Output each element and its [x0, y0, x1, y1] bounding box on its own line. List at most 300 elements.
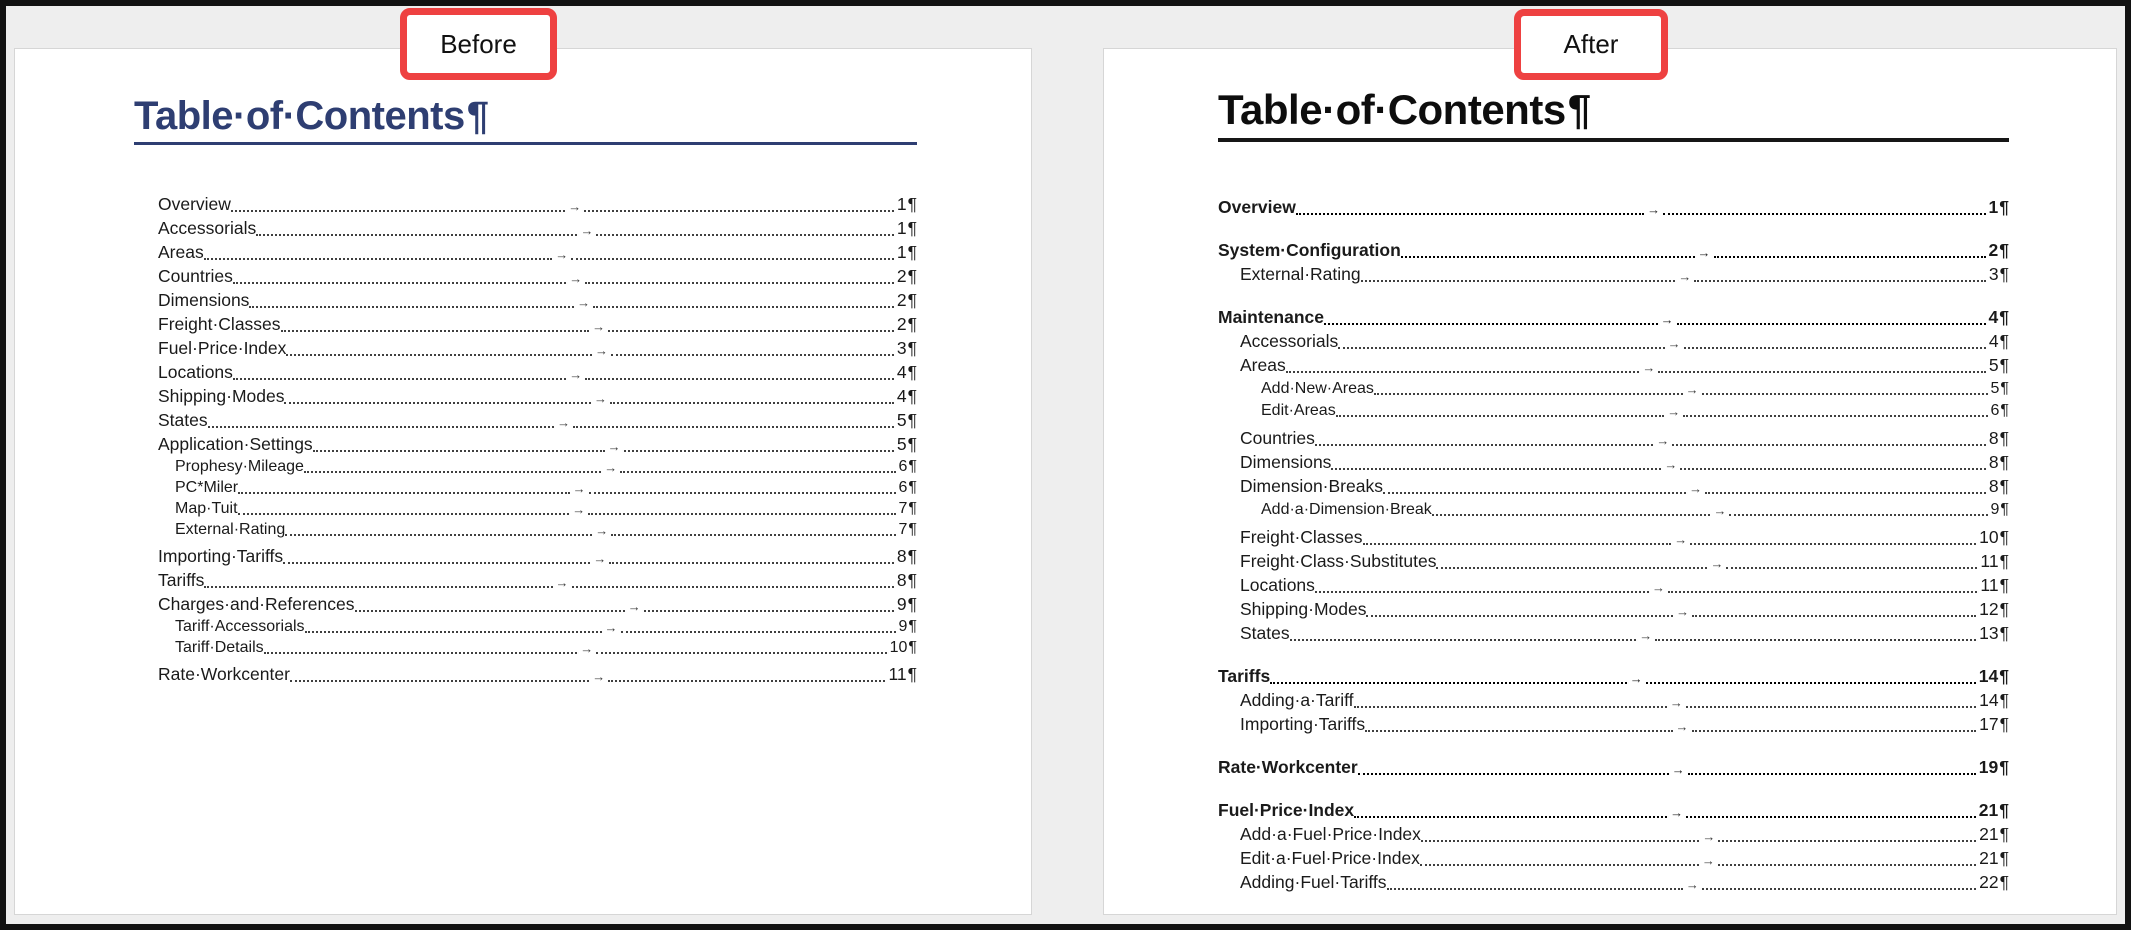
after-annotation-box: [1514, 9, 1668, 80]
tab-arrow-icon: →: [1702, 829, 1716, 844]
page-number: 22: [1979, 872, 1999, 892]
dot-leader: [204, 258, 552, 260]
dot-leader: [608, 680, 885, 682]
toc-entry-label: Maintenance: [1218, 307, 1324, 327]
tab-arrow-icon: →: [1678, 269, 1692, 284]
pilcrow-icon: ¶: [1999, 197, 2009, 217]
page-number: 1: [896, 194, 907, 214]
dot-leader: [1361, 280, 1676, 282]
toc-entry: [134, 335, 917, 359]
pilcrow-icon: ¶: [907, 410, 917, 430]
toc-entry: [134, 191, 917, 215]
page-number: 8: [1988, 476, 1999, 496]
dot-leader: [238, 513, 570, 515]
toc-entry-label: Importing·Tariffs: [1240, 714, 1366, 734]
dot-leader: [285, 534, 592, 536]
dot-leader: [1705, 492, 1986, 494]
toc-entry-label: Accessorials: [1240, 331, 1339, 351]
toc-entry-label: Tariffs: [158, 570, 205, 590]
toc-entry: [1218, 261, 2009, 285]
page-number: 5: [896, 410, 907, 430]
tab-arrow-icon: →: [1671, 762, 1685, 777]
page-number: 10: [889, 639, 908, 656]
dot-leader: [1338, 347, 1664, 349]
toc-entry: [1218, 304, 2009, 328]
dot-leader: [1718, 864, 1976, 866]
pilcrow-icon: ¶: [1999, 452, 2009, 472]
pilcrow-icon: ¶: [2000, 501, 2009, 518]
pilcrow-icon: ¶: [907, 386, 917, 406]
pilcrow-icon: ¶: [1999, 551, 2009, 571]
tab-arrow-icon: →: [1639, 628, 1653, 643]
page-number: 3: [896, 338, 907, 358]
toc-entry-label: States: [1240, 623, 1290, 643]
after-annotation-label: After: [1563, 29, 1619, 59]
toc-entry-label: Tariffs: [1218, 666, 1271, 686]
toc-entry-label: Dimension·Breaks: [1240, 476, 1383, 496]
dot-leader: [593, 306, 894, 308]
dot-leader: [596, 234, 893, 236]
dot-leader: [1358, 773, 1669, 775]
dot-leader: [1290, 639, 1637, 641]
toc-entry-label: Freight·Classes: [158, 314, 281, 334]
toc-entry: [134, 497, 917, 518]
before-annotation-label: Before: [440, 28, 517, 59]
dot-leader: [1688, 773, 1976, 775]
toc-entry-label: Overview: [1218, 197, 1296, 217]
dot-leader: [283, 562, 590, 564]
toc-entry: [134, 591, 917, 615]
pilcrow-icon: ¶: [907, 664, 918, 684]
dot-leader: [596, 652, 886, 654]
toc-entry: [1218, 497, 2009, 519]
page-number: 10: [1979, 527, 1999, 547]
tab-arrow-icon: →: [580, 641, 594, 656]
dot-leader: [264, 652, 578, 654]
toc-entry: [1218, 821, 2009, 845]
page-number: 6: [1990, 402, 2000, 419]
dot-leader: [1270, 682, 1627, 684]
pilcrow-icon: ¶: [1999, 240, 2009, 260]
dot-leader: [610, 402, 894, 404]
page-number: 3: [1988, 264, 1999, 284]
pilcrow-icon: ¶: [1999, 264, 2009, 284]
dot-leader: [1692, 615, 1976, 617]
toc-entry: [1218, 869, 2009, 893]
dot-leader: [1702, 888, 1976, 890]
dot-leader: [620, 471, 895, 473]
page-number: 5: [1988, 355, 1999, 375]
dot-leader: [1692, 730, 1977, 732]
pilcrow-icon: ¶: [907, 570, 917, 590]
pilcrow-icon: ¶: [1999, 307, 2009, 327]
toc-entry: [1218, 687, 2009, 711]
page-number: 14: [1979, 690, 1999, 710]
toc-entry: [1218, 398, 2009, 420]
dot-leader: [1401, 256, 1695, 258]
toc-entry-label: Fuel·Price·Index: [1218, 800, 1355, 820]
dot-leader: [355, 610, 625, 612]
title-text: Table·of·Contents: [134, 94, 465, 138]
pilcrow-icon: ¶: [907, 338, 917, 358]
dot-leader: [313, 450, 605, 452]
page-number: 2: [896, 266, 907, 286]
tab-arrow-icon: →: [607, 439, 621, 454]
dot-leader: [624, 450, 894, 452]
toc-entry-label: Edit·Areas: [1261, 402, 1336, 419]
toc-entry-label: Rate·Workcenter: [158, 664, 290, 684]
toc-entry: [1218, 663, 2009, 687]
page-number: 5: [896, 434, 907, 454]
dot-leader: [1296, 213, 1644, 215]
toc-entry: [1218, 797, 2009, 821]
toc-entry-label: Freight·Class·Substitutes: [1240, 551, 1437, 571]
toc-list-after: [1218, 194, 2009, 893]
dot-leader: [204, 586, 552, 588]
toc-entry-label: Locations: [1240, 575, 1315, 595]
dot-leader: [286, 354, 592, 356]
toc-entry: [1218, 711, 2009, 735]
tab-arrow-icon: →: [592, 319, 606, 334]
pilcrow-icon: ¶: [1999, 428, 2009, 448]
toc-entry-label: Tariff·Details: [175, 639, 264, 656]
dot-leader: [1436, 567, 1707, 569]
tab-arrow-icon: →: [557, 415, 571, 430]
toc-entry-label: Overview: [158, 194, 231, 214]
toc-entry-label: Add·a·Dimension·Break: [1261, 501, 1432, 518]
page-title-before: [134, 96, 917, 145]
pilcrow-icon: ¶: [2000, 380, 2009, 397]
document-page-after: [1103, 48, 2117, 915]
tab-arrow-icon: →: [1664, 457, 1678, 472]
toc-entry-label: Application·Settings: [158, 434, 313, 454]
toc-entry: [134, 661, 917, 685]
page-number: 17: [1979, 714, 1999, 734]
pilcrow-icon: ¶: [1999, 690, 2009, 710]
toc-entry: [1218, 352, 2009, 376]
dot-leader: [1680, 468, 1985, 470]
page-number: 13: [1979, 623, 1999, 643]
tab-arrow-icon: →: [569, 367, 583, 382]
toc-entry: [134, 287, 917, 311]
tab-arrow-icon: →: [1685, 877, 1699, 892]
tab-arrow-icon: →: [604, 620, 618, 635]
toc-entry-label: Fuel·Price·Index: [158, 338, 287, 358]
dot-leader: [644, 610, 894, 612]
dot-leader: [1420, 864, 1699, 866]
tab-arrow-icon: →: [1674, 532, 1688, 547]
tab-arrow-icon: →: [1670, 805, 1684, 820]
dot-leader: [571, 258, 894, 260]
dot-leader: [589, 492, 896, 494]
dot-leader: [1658, 371, 1985, 373]
pilcrow-icon: ¶: [1999, 623, 2009, 643]
tab-arrow-icon: →: [594, 391, 608, 406]
page-number: 4: [896, 386, 907, 406]
page-number: 9: [898, 618, 908, 635]
dot-leader: [585, 282, 894, 284]
page-number: 1: [1988, 197, 1999, 217]
toc-entry: [1218, 328, 2009, 352]
toc-entry: [134, 239, 917, 263]
toc-entry-label: Countries: [158, 266, 233, 286]
toc-entry: [1218, 473, 2009, 497]
tab-arrow-icon: →: [604, 460, 618, 475]
toc-entry-label: Countries: [1240, 428, 1315, 448]
tab-arrow-icon: →: [569, 271, 583, 286]
page-number: 11: [1980, 551, 1999, 571]
toc-entry: [1218, 425, 2009, 449]
tab-arrow-icon: →: [1667, 404, 1681, 419]
toc-entry-label: Locations: [158, 362, 233, 382]
tab-arrow-icon: →: [555, 247, 569, 262]
dot-leader: [1354, 816, 1667, 818]
dot-leader: [1374, 393, 1683, 395]
tab-arrow-icon: →: [1667, 336, 1681, 351]
tab-arrow-icon: →: [1676, 604, 1690, 619]
toc-entry: [1218, 524, 2009, 548]
tab-arrow-icon: →: [555, 575, 569, 590]
toc-entry-label: PC*Miler: [175, 479, 239, 496]
dot-leader: [208, 426, 554, 428]
tab-arrow-icon: →: [572, 502, 586, 517]
page-number: 2: [1988, 240, 1999, 260]
dot-leader: [233, 378, 566, 380]
tab-arrow-icon: →: [595, 523, 609, 538]
tab-arrow-icon: →: [1660, 312, 1674, 327]
dot-leader: [609, 562, 893, 564]
page-number: 8: [896, 570, 907, 590]
dot-leader: [1690, 543, 1976, 545]
dot-leader: [1363, 543, 1672, 545]
toc-entry-label: States: [158, 410, 208, 430]
tab-arrow-icon: →: [1713, 503, 1727, 518]
pilcrow-icon: ¶: [908, 521, 917, 538]
toc-list-before: [134, 191, 917, 685]
toc-entry: [1218, 596, 2009, 620]
dot-leader: [1432, 514, 1711, 516]
toc-entry: [134, 311, 917, 335]
tab-arrow-icon: →: [1685, 382, 1699, 397]
dot-leader: [1729, 514, 1987, 516]
toc-entry-label: Prophesy·Mileage: [175, 458, 304, 475]
toc-entry-label: Add·New·Areas: [1261, 380, 1374, 397]
page-number: 9: [896, 594, 907, 614]
page-number: 6: [898, 479, 908, 496]
toc-entry-label: Shipping·Modes: [1240, 599, 1367, 619]
pilcrow-icon: ¶: [908, 458, 917, 475]
toc-entry: [1218, 376, 2009, 398]
dot-leader: [1324, 323, 1658, 325]
pilcrow-icon: ¶: [1999, 824, 2009, 844]
document-page-before: [14, 48, 1032, 915]
dot-leader: [1714, 256, 1986, 258]
pilcrow-icon: ¶: [907, 546, 917, 566]
tab-arrow-icon: →: [594, 343, 608, 358]
toc-entry-label: Adding·a·Tariff: [1240, 690, 1354, 710]
pilcrow-icon: ¶: [907, 242, 917, 262]
dot-leader: [1655, 639, 1976, 641]
toc-entry-label: Shipping·Modes: [158, 386, 285, 406]
tab-arrow-icon: →: [1675, 719, 1689, 734]
toc-entry-label: Adding·Fuel·Tariffs: [1240, 872, 1387, 892]
dot-leader: [588, 513, 895, 515]
page-number: 9: [1990, 501, 2000, 518]
dot-leader: [1718, 840, 1976, 842]
dot-leader: [290, 680, 589, 682]
pilcrow-icon: ¶: [1999, 872, 2009, 892]
toc-entry-label: Areas: [158, 242, 204, 262]
pilcrow-icon: ¶: [907, 594, 917, 614]
dot-leader: [1694, 280, 1985, 282]
toc-entry: [134, 636, 917, 657]
dot-leader: [1366, 615, 1673, 617]
dot-leader: [611, 354, 894, 356]
toc-entry: [134, 455, 917, 476]
toc-entry: [1218, 572, 2009, 596]
tab-arrow-icon: →: [592, 669, 606, 684]
dot-leader: [1365, 730, 1672, 732]
toc-entry-label: Tariff·Accessorials: [175, 618, 305, 635]
dot-leader: [1331, 468, 1661, 470]
toc-entry: [1218, 845, 2009, 869]
page-title-after: [1218, 86, 2009, 142]
toc-entry: [1218, 237, 2009, 261]
page-number: 7: [898, 500, 908, 517]
toc-entry: [134, 383, 917, 407]
tab-arrow-icon: →: [580, 223, 594, 238]
dot-leader: [1387, 888, 1683, 890]
toc-entry-label: Areas: [1240, 355, 1286, 375]
pilcrow-icon: ¶: [907, 290, 917, 310]
toc-entry: [134, 215, 917, 239]
tab-arrow-icon: →: [1669, 695, 1683, 710]
dot-leader: [1686, 706, 1976, 708]
dot-leader: [1286, 371, 1640, 373]
page-number: 1: [896, 218, 907, 238]
toc-entry: [134, 431, 917, 455]
tab-arrow-icon: →: [1629, 671, 1643, 686]
pilcrow-icon: ¶: [1999, 757, 2009, 777]
pilcrow-icon: ¶: [1999, 355, 2009, 375]
dot-leader: [1672, 444, 1985, 446]
page-number: 8: [896, 546, 907, 566]
dot-leader: [233, 282, 566, 284]
tab-arrow-icon: →: [1710, 556, 1724, 571]
page-number: 4: [1988, 331, 1999, 351]
toc-entry: [134, 567, 917, 591]
toc-entry: [134, 359, 917, 383]
page-number: 7: [898, 521, 908, 538]
toc-entry-label: Rate·Workcenter: [1218, 757, 1358, 777]
toc-entry: [134, 476, 917, 497]
page-number: 4: [896, 362, 907, 382]
dot-leader: [1726, 567, 1977, 569]
page-number: 21: [1979, 824, 1999, 844]
page-number: 19: [1978, 757, 1999, 777]
toc-entry-label: Charges·and·References: [158, 594, 355, 614]
page-number: 6: [898, 458, 908, 475]
pilcrow-icon: ¶: [907, 194, 917, 214]
page-number: 2: [896, 314, 907, 334]
page-number: 14: [1978, 666, 1999, 686]
toc-entry-label: Dimensions: [158, 290, 250, 310]
toc-entry-label: Accessorials: [158, 218, 257, 238]
page-number: 11: [1980, 575, 1999, 595]
toc-entry-label: External·Rating: [175, 521, 286, 538]
dot-leader: [238, 492, 569, 494]
pilcrow-icon: ¶: [907, 218, 917, 238]
toc-entry-label: System·Configuration: [1218, 240, 1401, 260]
dot-leader: [256, 234, 577, 236]
toc-entry: [134, 518, 917, 539]
dot-leader: [621, 631, 896, 633]
tab-arrow-icon: →: [1656, 433, 1670, 448]
pilcrow-icon: ¶: [466, 94, 489, 138]
pilcrow-icon: ¶: [1999, 666, 2009, 686]
dot-leader: [231, 210, 565, 212]
tab-arrow-icon: →: [572, 481, 586, 496]
page-number: 5: [1990, 380, 2000, 397]
toc-entry-label: Map·Tuit: [175, 500, 238, 517]
dot-leader: [572, 586, 894, 588]
toc-entry-label: Add·a·Fuel·Price·Index: [1240, 824, 1421, 844]
before-annotation-box: [400, 8, 557, 80]
page-number: 1: [896, 242, 907, 262]
tab-arrow-icon: →: [1697, 245, 1711, 260]
dot-leader: [284, 402, 591, 404]
tab-arrow-icon: →: [577, 295, 591, 310]
dot-leader: [573, 426, 894, 428]
tab-arrow-icon: →: [1689, 481, 1703, 496]
page-number: 21: [1978, 800, 1999, 820]
dot-leader: [1663, 213, 1985, 215]
title-text: Table·of·Contents: [1218, 86, 1566, 133]
toc-entry-label: Dimensions: [1240, 452, 1332, 472]
dot-leader: [1315, 444, 1654, 446]
pilcrow-icon: ¶: [907, 362, 917, 382]
dot-leader: [1421, 840, 1699, 842]
tab-arrow-icon: →: [1642, 360, 1656, 375]
dot-leader: [1354, 706, 1667, 708]
toc-entry: [134, 263, 917, 287]
toc-entry: [1218, 754, 2009, 778]
dot-leader: [1383, 492, 1686, 494]
pilcrow-icon: ¶: [1999, 800, 2009, 820]
pilcrow-icon: ¶: [908, 618, 917, 635]
pilcrow-icon: ¶: [908, 639, 917, 656]
dot-leader: [1336, 415, 1665, 417]
dot-leader: [585, 378, 894, 380]
dot-leader: [1686, 816, 1976, 818]
dot-leader: [1684, 347, 1986, 349]
dot-leader: [584, 210, 894, 212]
dot-leader: [1683, 415, 1987, 417]
toc-entry: [1218, 548, 2009, 572]
dot-leader: [1668, 591, 1977, 593]
toc-entry: [1218, 620, 2009, 644]
pilcrow-icon: ¶: [908, 500, 917, 517]
dot-leader: [1677, 323, 1986, 325]
tab-arrow-icon: →: [593, 551, 607, 566]
dot-leader: [608, 330, 894, 332]
pilcrow-icon: ¶: [1567, 86, 1591, 133]
page-number: 8: [1988, 452, 1999, 472]
dot-leader: [281, 330, 590, 332]
page-number: 11: [888, 664, 907, 684]
pilcrow-icon: ¶: [907, 266, 917, 286]
tab-arrow-icon: →: [1652, 580, 1666, 595]
